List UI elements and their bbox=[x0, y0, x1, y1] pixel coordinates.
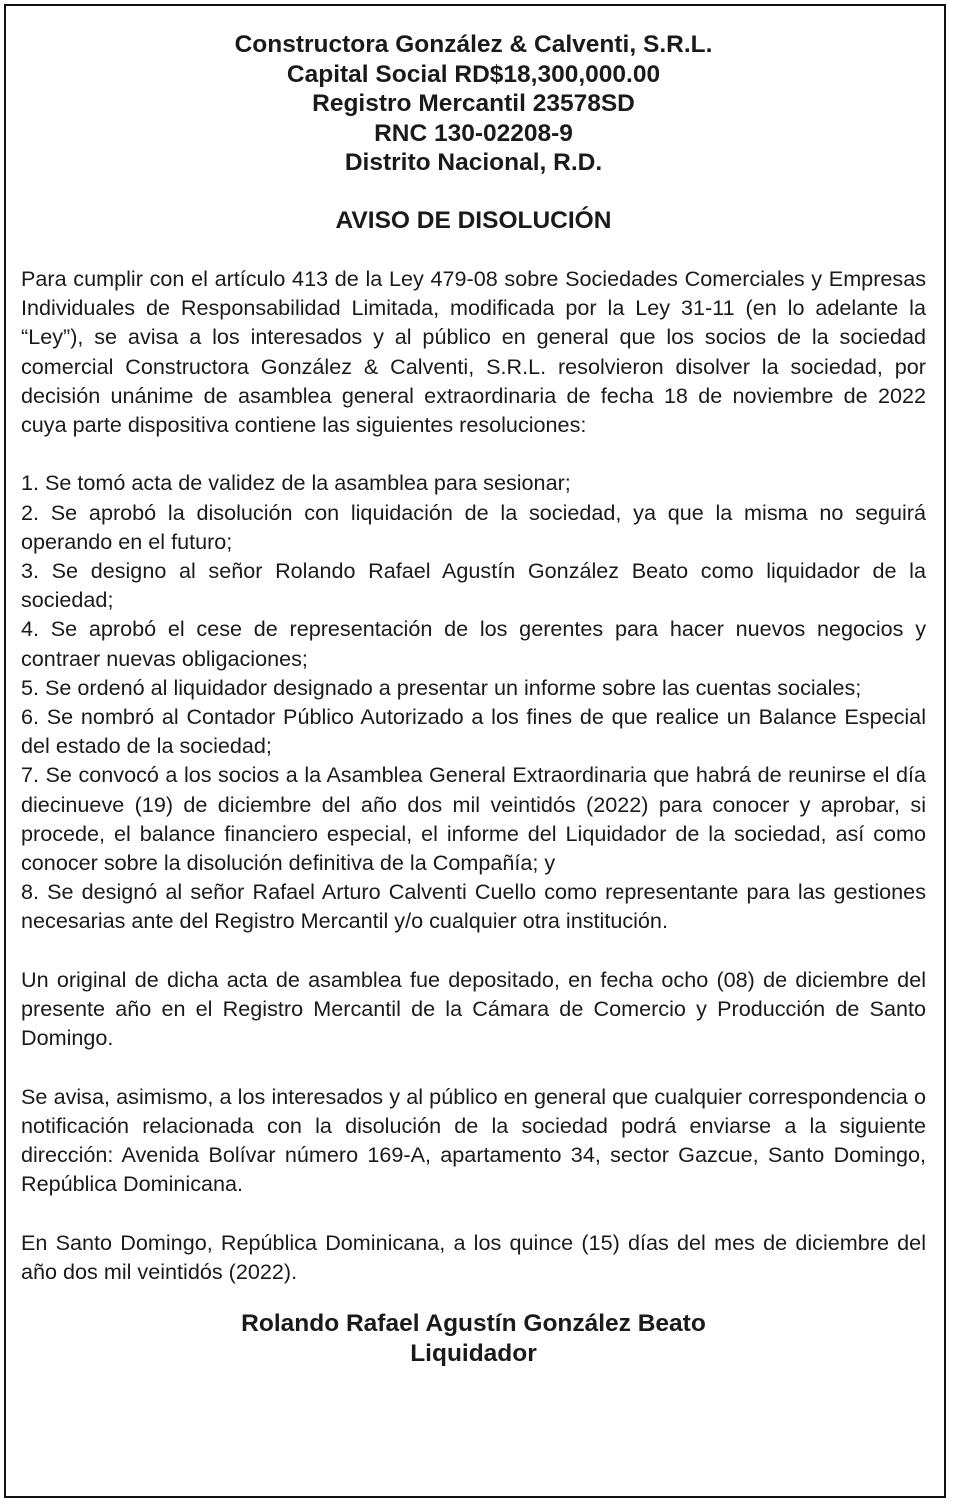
notice-title: AVISO DE DISOLUCIÓN bbox=[335, 206, 612, 234]
company-name: Constructora González & Calventi, S.R.L. bbox=[234, 31, 713, 58]
rnc-number: RNC 130-02208-9 bbox=[374, 119, 573, 147]
district: Distrito Nacional, R.D. bbox=[344, 149, 603, 176]
resolution-item: 7. Se convocó a los socios a la Asamblea General Extraordinaria que habrá de reunirse el día diecinueve (19) de diciembre del año dos mil veintidós (2022) para conocer y aprobar, si procede, el balance financiero especial, el informe del Liquidador de la sociedad, así como conocer sobre la disolución definitiva de la Compañía; y bbox=[21, 762, 926, 876]
resolution-item: 2. Se aprobó la disolución con liquidación de la sociedad, ya que la misma no seguirá operando en el futuro; bbox=[21, 499, 926, 554]
resolution-item: 4. Se aprobó el cese de representación de los gerentes para hacer nuevos negocios y contraer nuevas obligaciones; bbox=[21, 616, 926, 671]
signatory-role: Liquidador bbox=[410, 1339, 537, 1367]
intro-paragraph: Para cumplir con el artículo 413 de la Ley 479-08 sobre Sociedades Comerciales y Empresas Individuales de Responsabilidad Limitada, modificada por la Ley 31-11 (en lo adelante la “Ley”), se avisa a los interesados y al público en general que los socios de la sociedad comercial Constructora González & Calventi, S.R.L. resolvieron disolver la sociedad, por decisión unánime de asamblea general extraordinaria de fecha 18 de noviembre de 2022 cuya parte dispositiva contiene las siguientes resoluciones: bbox=[21, 266, 926, 438]
resolution-item: 5. Se ordenó al liquidador designado a presentar un informe sobre las cuentas sociales; bbox=[21, 674, 862, 700]
resolution-item: 1. Se tomó acta de validez de la asamblea para sesionar; bbox=[21, 470, 571, 496]
date-paragraph: En Santo Domingo, República Dominicana, a los quince (15) días del mes de diciembre del año dos mil veintidós (2022). bbox=[21, 1229, 926, 1284]
registro-mercantil: Registro Mercantil 23578SD bbox=[312, 90, 635, 117]
notice-body bbox=[21, 264, 926, 1286]
resolution-item: 6. Se nombró al Contador Público Autorizado a los fines de que realice un Balance Especial del estado de la sociedad; bbox=[21, 704, 926, 759]
signature-block bbox=[21, 1309, 926, 1368]
capital-social: Capital Social RD$18,300,000.00 bbox=[286, 60, 661, 88]
resolutions-list bbox=[21, 468, 926, 935]
address-paragraph: Se avisa, asimismo, a los interesados y al público en general que cualquier correspondencia o notificación relacionada con la disolución de la sociedad podrá enviarse a la siguiente dirección: Avenida Bolívar número 169-A, apartamento 34, sector Gazcue, Santo Domingo, República Dominicana. bbox=[21, 1083, 926, 1197]
resolution-item: 8. Se designó al señor Rafael Arturo Calventi Cuello como representante para las gestiones necesarias ante del Registro Mercantil y/o cualquier otra institución. bbox=[21, 879, 926, 934]
company-header bbox=[21, 30, 926, 178]
resolution-item: 3. Se designo al señor Rolando Rafael Agustín González Beato como liquidador de la sociedad; bbox=[21, 558, 926, 613]
signatory-name: Rolando Rafael Agustín González Beato bbox=[241, 1310, 706, 1338]
deposit-paragraph: Un original de dicha acta de asamblea fue depositado, en fecha ocho (08) de diciembre del presente año en el Registro Mercantil de la Cámara de Comercio y Producción de Santo Domingo. bbox=[21, 966, 926, 1051]
notice-content bbox=[21, 30, 926, 1368]
